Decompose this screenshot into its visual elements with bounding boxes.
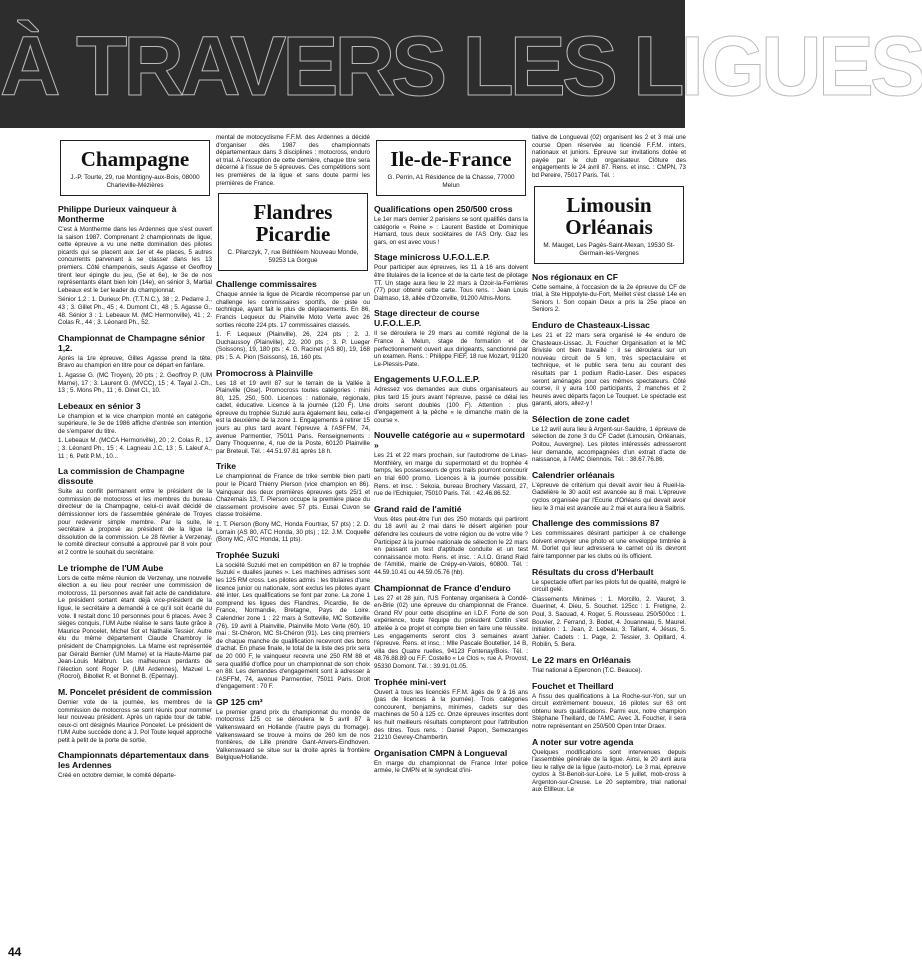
article-text: mental de motocyclisme F.F.M. des Ardennes a décidé d'organiser dès 1987 des championnats départementaux dans 3 disciplines : motocross, enduro et trial. A l'exception de cette dernière, chaque titre sera décerné à l'issue de 5 épreuves. Ces compétitions sont les premières de la ligue et sans doute parmi les premières de France. [216,134,370,187]
article-heading: Le triomphe de l'UM Aube [58,562,164,573]
league-address: M. Mauget, Les Pagès-Saint-Mexan, 19530 St-Germain-les-Vergnes [543,241,675,257]
article-text: Le spectacle offert par les pilots fut de qualité, malgré le circuit gelé. [532,578,686,594]
article-text: 1. Lebeaux M. (MCCA Hermonville), 20 ; 2. Colas R., 17 ; 3. Léonard Ph., 15 ; 4. Lagneau J.C, 13 ; 5. Laleuf A., 11 ; 6. Petit P.M., 10... [58,437,212,460]
article-heading: Fouchet et Theillard [532,680,614,691]
article-heading: Trophée Suzuki [216,549,280,560]
article-text: En marge du championnat de France Inter police armée, le CMPN et le syndicat d'ini- [374,759,528,775]
article-heading: Le 22 mars en Orléanais [532,654,631,665]
article-text: Le premier grand prix du championnat du monde de motocross 125 cc se déroulera le 5 avril 87 à Valkenswaard en Hollande (l'autre pays du fromage). Valkenswaard se trouve à moins de 260 km de nos frontières, de Lille prendre Gant-Anvers-Eindhoven. Valkenswaard se situe sur la droite après la frontière Belgique/Hollande. [216,708,370,762]
page-number: 44 [8,945,22,959]
column-1 [58,134,212,939]
article-heading: Résultats du cross d'Herbault [532,566,654,577]
article-text: Le champion et le vice champion monté en catégorie supérieure, le 3e de 1986 affiche d'entrée son intention de s'emparer du titre. [58,412,212,435]
article-heading: Promocross à Plainville [216,367,313,378]
article-text: Les 27 et 28 juin, l'US Fontenay organisera à Condé-en-Brie (02) une épreuve du championnat de France. Grand RV pour cette discipline en I.D.F. Forte de son expérience, toute l'équipe du président Cottin s'est attelée à ce projet et compte bien en faire une réussite. Les engagements seront clos 3 semaines avant l'épreuve. Rens. et insc. : Mlle Pascale Boutellier, 14 B, villa des Quatre ruelles, 94123 Fontenay/Bois. Tél. : 48.76.88.89 ou F.F. Costello « Le Clos », rue A. Provost, 95330 Domont. Tél. : 39.91.01.05. [374,594,528,670]
article-text: A l'issu des qualifications à La Roche-sur-Yon, sur un circuit extrêmement boueux, 16 pilotes sur 63 ont obtenu leurs qualifications. Parmi eux, notre champion Stéphane Theillard, de l'AMC. Avec JL Foucher, il sera notre représentant en 250/500 Open Inter Draex. [532,692,686,730]
article-heading: Challenge commissaires [216,279,317,290]
article-text: Le championnat de France de trike semble bien parti pour le Picard Thierry Pierson (vice champion en 86). Vainqueur des deux premières épreuves gets 25/1 et Chazemais 13, T. Pierson occupe la première place du classement provisoire avec 57 pts. Eusai Cuvon se classe troisième. [216,473,370,519]
article-text: Les 18 et 19 avril 87 sur le terrain de la Vallée à Plainville (Oise). Promocross toutes catégories : mini 80, 125, 250, 500. Licences : nationale, régionale, cadet, éducative. Licence à la journée (120 F). Une épreuve du trophée Suzuki aura également lieu, celle-ci est la deuxième de la zone 1. Engagements à retirer 15 jours au plus tard avant l'épreuve à l'ASFFM, 74, avenue Parmentier, 75011 Paris. Renseignements : Dany Thoquenne, 4, rue de la Poste, 60120 Plainville par Breteuil. Tél. : 44.51.97.81 après 18 h. [216,379,370,455]
article-heading: Organisation CMPN à Longueval [374,747,508,758]
league-title: Flandres Picardie [253,200,333,247]
article-heading: Lebeaux en sénior 3 [58,400,141,411]
article-text: Classements Minimes : 1. Morcillo, 2. Vauret, 3. Guerinet, 4. Dieu, 5. Souchet. 125cc : 1. Fretigne, 2. Poul, 3. Saouad, 4. Roger, 5. Rousseau. 250/500cc : 1. Bouvier, 2. Ferrand, 3. Bodet, 4. Jouanneau, 5. Maurel. Initiation : 1. Jean, 2. Lebeau, 3. Tallant, 4. Jésus, 5. Jahier. Cadets : 1. Page, 2. Tessier, 3. Opillard, 4. Robilin, 5. Bera. [532,595,686,649]
article-text: Les 21 et 22 mars sera organisé le 4e enduro de Chasteaux-Lissac. JL Foucher Organisation et le MC Brivisle ont bien travaillé : il se déroulera sur un nouveau circuit de 5 km, très spectaculaire et technique, et le public sera tenu au courant des résultats par 1 podium Radio-Laser. Des espaces seront aménagés pour ces mêmes spectateurs. Côté course, il y aura 100 participants, 2 manches et 2 heures avec départs façon Le Touquet. Le spectacle est garanti, alors, allez-y ! [532,331,686,408]
column-3 [374,134,528,939]
article-heading: Sélection de zone cadet [532,413,630,424]
article-heading: Qualifications open 250/500 cross [374,204,513,214]
article-heading: Trike [216,461,237,472]
article-text: Sénior 1,2 : 1. Durieux Ph. (T.T.N.C.), 38 ; 2. Pedarre J., 43 ; 3. Gillet Ph., 45 ; 4. Dumont Cl., 48 ; 5. Agasse G., 48. Sénior 3 : 1. Lebeaux M. (MC Hermonville), 41 ; 2. Colas R., 44 ; 3. Léonard Ph., 52. [58,296,212,327]
article-text: 1. F. Lequeux (Plainville), 26, 224 pts ; 2. J. Duchaussoy (Plainville), 22, 200 pts ; 3. P. Lueger (Soissons), 19, 180 pts ; 4. G. Racinet (AS 80), 19, 168 pts ; 5. A. Pion (Soissons), 16, 160 pts. [216,331,370,361]
article-heading: M. Poncelet président de commission [58,686,212,697]
article-text: Les 21 et 22 mars prochain, sur l'autodrome de Linas-Monthléry, en marge du supermotard et du trophée 4 temps, les possesseurs de gros trails pourront concourir en trial 600 promo. Licences à la journée possible. Rens. et insc. : Sekoia, bureau Brochery Vassard, 27, rue de l'Echiquier, 75010 Paris. Tél. : 42.46.86.52. [374,452,528,498]
header-banner [0,0,922,128]
league-address: J.-P. Tourte, 29, rue Montigny-aux-Bois, 08000 Charleville-Mézières [70,174,200,189]
article-text: La société Suzuki met en compétition en 87 le trophée Suzuki « dualles jaunes ». Les machines admises sont les 125 RM cross. Les pilotes admis : les titulaires d'une licence junior ou nationale, sont exclus les pilotes ayant été inter. Les qualifications se font par zone. La zone 1 comprend les ligues des Flandres, Picardie, Ile de France, Normandie, Bretagne, Pays de Loire. Calendrier zone 1 : 22 mars à Sotteville, MC Sotteville (76). 19 avril à Plainville, Plainville Moto Verte (60). 10 mai : St-Chéron, MC St-Chéron (91). Les cinq premiers de chaque manche de qualification recevront des bons d'achat. En phase finale, le total de la liste des prix sera de 20 000 F, le vainqueur recevra une 250 RM 88 et sera qualifié d'office pour un championnat de son choix en 88. Les demandes d'engagement sont à adresser à l'ASFFM, 74, avenue Parmentier, 75011 Paris. Droit d'engagement : 70 F. [216,561,370,691]
article-heading: Calendrier orléanais [532,469,615,480]
article-text: Vous êtes peut-être l'un des 250 motards qui partiront du 18 avril au 2 mai dans le désert algérien pour défendre les couleurs de votre région ou de votre ville ? Participez à la journée nationale de sélection le 22 mars en passant un test d'aptitude conduite et un test connaissance moto. Rens. et insc. : A.I.O. Grand Raid de l'Amitié, mairie de Crépy-en-Valois, 60800. Tél. : 44.59.10.41 ou 44.59.05.76 (hb). [374,515,528,576]
article-text: tiative de Longueval (02) organisent les 2 et 3 mai une course Open réservée au licencié F.F.M. inters, nationaux et juniors. Epreuve sur invitations dotée et payée par le club organisateur. Clôture des engagements le 24 avril 87. Rens. et insc. : CMPN, 73 bd Pereire, 75017 Paris. Tél. : [532,134,686,179]
league-title: Champagne [80,147,190,171]
article-text: 1. T. Pierson (Bony MC, Honda Fourtrax, 57 pts) ; 2. D. Lorrain (AS 80, ATC Honda, 30 pts) ; 12. J.M. Coquelle (Bony MC, ATC Honda, 11 pts). [216,521,370,544]
column-2 [216,134,370,939]
league-title: Limousin Orléanais [565,192,653,239]
article-text: Quelques modifications sont intervenues depuis l'assemblée générale de la ligue. Ainsi, le 20 avril aura lieu le rallye de la ligue (auto-motor). Le 3 mai, épreuve cyclos à St-Benoit-sur-Loire. Le 5 juillet, mob-cross à Argenton-sur-Creuse. Le 20 septembre, trial national aux Etilleux. Le [532,748,686,794]
article-heading: Philippe Durieux vainqueur à Montherme [58,204,177,224]
article-heading: GP 125 cm³ [216,696,263,707]
article-heading: Nouvelle catégorie au « supermotard » [374,430,525,451]
league-address: G. Perrin, A1 Résidence de la Chasse, 77000 Melun [387,174,515,189]
article-heading: Stage minicross U.F.O.L.E.P. [374,252,490,263]
column-4 [532,134,686,939]
article-text: Le 1er mars dernier 2 parisiens se sont qualifiés dans la catégorie « Reine » : Laurent Bastide et Dominique Hamard, tous deux sociétaires de l'AS Orly. Gaz les gars, on est avec vous ! [374,216,528,246]
article-heading: La commission de Champagne dissoute [58,466,185,487]
article-text: 1. Agasse G. (MC Troyen), 20 pts ; 2. Geoffroy P. (UM Marne), 17 ; 3. Laurent G. (MVCC), 15 ; 4. Tayal J.-Ch., 13 ; 5. Mons Ph., 11 ; 6. Dinet Cl., 10. [58,371,212,395]
article-text: Adressez vos demandes aux clubs organisateurs au plus tard 15 jours avant l'épreuve, passé ce délai les droits seront doublés (100 F). Attention : plus d'engagement à la pêche « le dimanche matin de la course ». [374,386,528,424]
article-heading: Nos régionaux en CF [532,271,618,282]
article-text: C'est à Montherme dans les Ardennes que s'est ouvert la saison 1987. Comprenant 2 championnats de ligue, cette épreuve a vu une nette domination des pilotes picards qui se placent aux 1er et 4e places, 5 autres concurrents parvenant à se classer dans les 13 premiers. Côté champenois, seuls Agasse et Geoffroy tirent leur épingle du jeu, (5e et 6e), le 3e de nos représentants étant bien loin (14e), en sénior 3, Martial Lebeaux est le 1er leader du championnat. [58,226,212,294]
article-heading: Enduro de Chasteaux-Lissac [532,319,650,330]
league-address: C. Pilarczyk, 7, rue Béthléem Nouveau Monde, 59253 La Gorgue [227,249,359,265]
article-heading: Stage directeur de course U.F.O.L.E.P. [374,308,480,329]
article-text: Lors de cette même réunion de Verzenay, une nouvelle élection a eu lieu pour recréer une commission de motocross, 11 personnes avait fait acte de candidature. Le président sortant étant déjà vice-président de la ligue, le secrétaire a demandé à ce qu'il soit écarté du vote. Il restait donc 10 personnes pour 6 places. Avec 3 sièges conquis, l'UM Aube réalise le sans faute grâce à Maurice Poncelet, Michel Sot et Nathalie Tessier. Autre élu du même département Claude Chambroy le président de Champignoles. La Marne est représentée par Gérald Bernier (UM Marne) et la Haute-Marne par Jean-Louis Malbrun. Les malheureux perdants de l'élection sont Roger P. (UM Ardennes), Mazuel L. (Rocroi), Bibollet R. et Bonnet B. (Epernay). [58,574,212,681]
banner-title: À TRAVERS LES LIGUES [0,19,922,113]
article-text: Dernier vote de la journée, les membres de la commission de motocross se sont réunis pour nommer leur nouveau président. Après un rapide tour de table, ceux-ci ont désignés Maurice Poncelet. Le président de l'UM Aube succède donc à J. Pol Toute lequel approche petit à petit de la porte de sortie. [58,698,212,744]
article-text: Ouvert à tous les licenciés F.F.M. âgés de 9 à 16 ans (pas de licences à la journée). Trois catégories concourent, benjamins, minimes, cadets sur des machines de 50 à 125 cc. Onze épreuves inscrites dont les huit meilleurs résultats compteront pour l'attribution des titres. Tous rens. : Daniel Papon, Semezanges 21210 Gevrey-Chambertin. [374,688,528,742]
article-text: Créé en octobre dernier, le comité départe- [58,772,176,780]
article-text: Suite au conflit permanent entre le président de la commission de motocross et les membres du bureau directeur de la Champagne, celui-ci avait décidé de démissionner lors de l'assemblée générale de Troyes pour redevenir simple membre. Par la suite, le secrétaire a proposé au président de la ligue la dissolution de la commission. Le 28 février à Verzenay, le comité directeur consulté a approuvé par 8 voix pour et 2 contre le souhait du secrétaire. [58,488,212,556]
article-text: L'épreuve de critérium qui devait avoir lieu à Rueil-la-Gadelière le 30 août est avancée au 8 mai. L'épreuve cyclos organisée par l'Ecurie d'Orléans qui devait avoir lieu le 3 mai est avancée au 2 mai et aura lieu à Salbris. [532,481,686,512]
article-heading: Trophée mini-vert [374,676,447,687]
article-text: Le 12 avril aura lieu à Argent-sur-Sauldre, 1 épreuve de sélection de zone 3 du CF Cadet (Limousin, Orléanais, Poitou, Auvergne). Les pilotes intéressés adresseront leur demande, accompagnées d'un extrait d'acte de naissance, à l'AMC Giennois. Tél. : 38.67.76.86. [532,425,686,464]
article-heading: Championnats départementaux dans les Ardennes [58,750,209,771]
article-heading: A noter sur votre agenda [532,736,634,747]
article-text: Les commissaires désirant participer à ce challenge doivent envoyer une photo et une enveloppe timbrée à M. Dorlet qui leur adressera le carnet où ils devront faire tamponner par les clubs où ils officient. [532,530,686,560]
article-text: Chaque année la ligue de Picardie récompense par un challenge les commissaires sportifs, de piste ou technique, ayant fait le plus de déplacements. En 86, Francis Lequeux du Plainville Moto Verte avec 26 sorties récolte 224 pts. 17 commissaires classés. [216,291,370,329]
article-heading: Grand raid de l'amitié [374,503,462,514]
league-box [218,193,368,271]
league-title: Ile-de-France [390,147,512,171]
article-text: Cette semaine, à l'occasion de la 2e épreuve du CF de trial, à Ste Hippolyte-du-Fort, Meillet s'est classé 14e en Seniors I. Son copain Deux a pris la 25e place en Seniors 2. [532,283,686,314]
article-text: Pour participer aux épreuves, les 11 à 16 ans doivent être titulaires de la licence et de la carte test de pilotage TT. Un stage aura lieu le 22 mars à Ozoir-la-Ferrières (77) pour obtenir cette carte. Tous rens. : Jean Louis Dalmaso, 18, allée d'Ozonville, 91200 Athis-Mons. [374,264,528,302]
league-box [534,186,684,264]
league-box [376,140,526,196]
article-text: Trial national à Eperonon (T.C. Beauce). [532,666,643,674]
article-text: Après la 1re épreuve, Gilles Agasse prend la tête. Bravo au champion en titre pour ce départ en fanfare. [58,354,212,370]
article-heading: Championnat de France d'enduro [374,582,511,593]
article-heading: Championnat de Champagne sénior 1,2. [58,332,206,353]
league-box [60,140,210,196]
article-heading: Challenge des commissions 87 [532,518,660,529]
article-heading: Engagements U.F.O.L.E.P. [374,374,480,385]
article-text: Il se déroulera le 29 mars au comité régional de la France à Melun, stage de formation et de perfectionnement ouvert aux dirigeants, sanctionné par un examen. Rens. : Philippe FIEF, 18 rue Mozart, 91120 Le-Plessis-Pate. [374,330,528,368]
